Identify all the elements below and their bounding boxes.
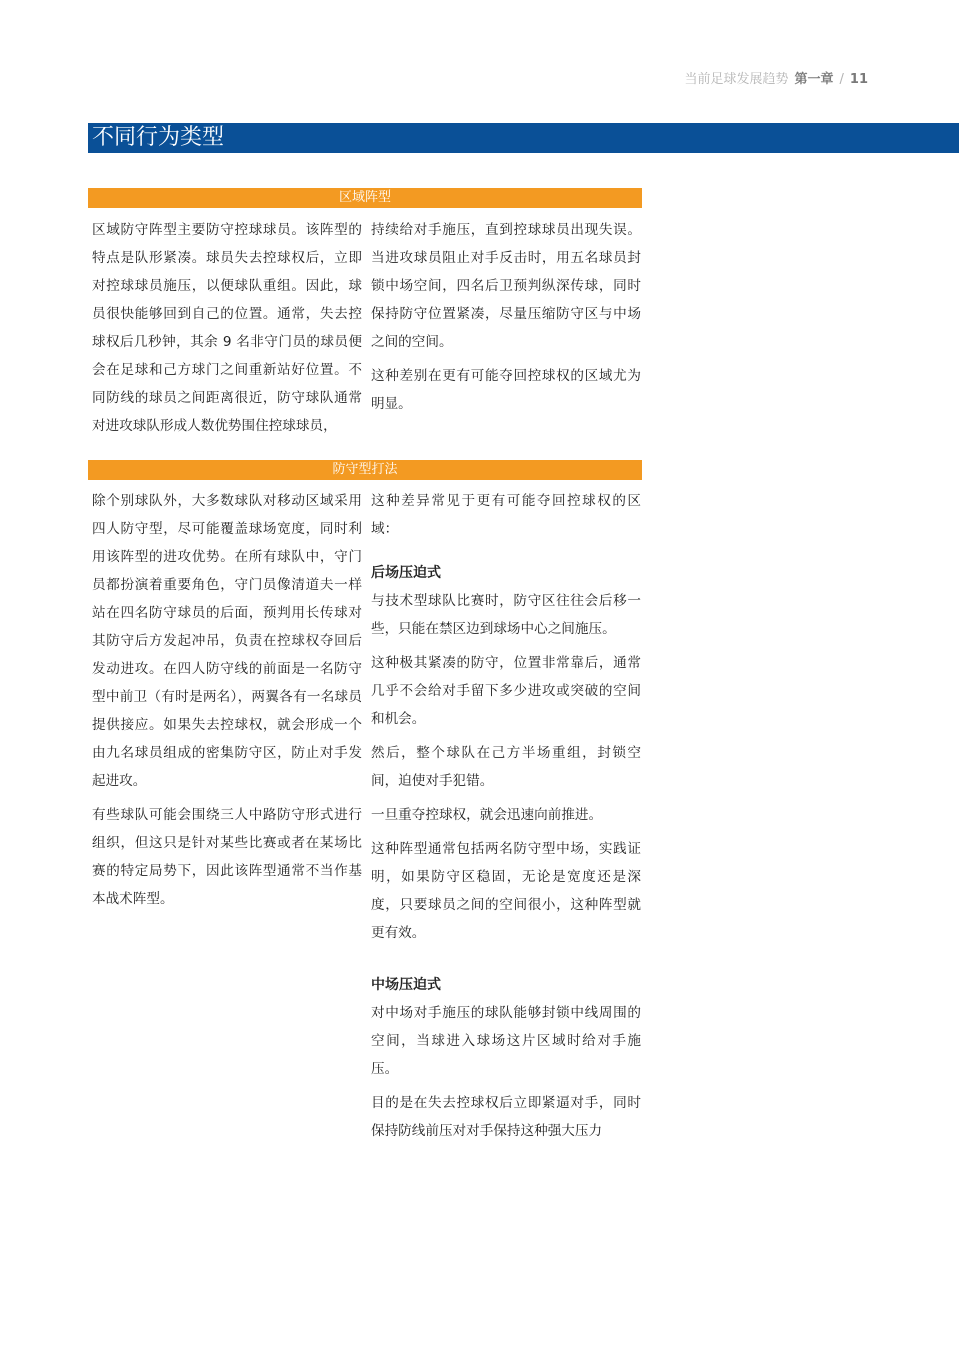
paragraph: 然后，整个球队在己方半场重组，封锁空间，迫使对手犯错。	[371, 745, 641, 789]
paragraph: 持续给对手施压，直到控球球员出现失误。当进攻球员阻止对手反击时，用五名球员封锁中场空间，四名后卫预判纵深传球，同时保持防守位置紧凑，尽量压缩防守区与中场之间的空间。	[371, 222, 641, 350]
subheading-midfield-press: 中场压迫式	[371, 977, 441, 993]
paragraph: 有些球队可能会围绕三人中路防守形式进行组织，但这只是针对某些比赛或者在某场比赛的特定局势下，因此该阵型通常不当作基本战术阵型。	[92, 807, 362, 907]
page-title-bar	[88, 123, 959, 153]
paragraph: 除个别球队外，大多数球队对移动区域采用四人防守型，尽可能覆盖球场宽度，同时利用该阵型的进攻优势。在所有球队中，守门员都扮演着重要角色，守门员像清道夫一样站在四名防守球员的后面，预判用长传球对其防守后方发起冲吊，负责在控球权夺回后发动进攻。在四人防守线的前面是一名防守型中前卫（有时是两名），两翼各有一名球员提供接应。如果失去控球权，就会形成一个由九名球员组成的密集防守区，防止对手发起进攻。	[92, 493, 362, 789]
section-heading-zone: 区域阵型	[88, 188, 642, 208]
section-2-left-column	[92, 487, 362, 919]
paragraph: 这种极其紧凑的防守，位置非常靠后，通常几乎不会给对手留下多少进攻或突破的空间和机会。	[371, 655, 641, 727]
paragraph: 目的是在失去控球权后立即紧逼对手，同时保持防线前压对对手保持这种强大压力	[371, 1095, 641, 1139]
running-head	[600, 68, 868, 87]
section-2-right-column	[371, 487, 641, 1151]
subheading-back-press: 后场压迫式	[371, 565, 441, 581]
section-1-left-column	[92, 216, 362, 446]
page-number: 11	[849, 72, 868, 87]
paragraph: 这种阵型通常包括两名防守型中场，实践证明，如果防守区稳固，无论是宽度还是深度，只要球员之间的空间很小，这种阵型就更有效。	[371, 841, 641, 941]
section-1-right-column	[371, 216, 641, 424]
page-title: 不同行为类型	[92, 125, 225, 150]
paragraph: 区域防守阵型主要防守控球球员。该阵型的特点是队形紧凑。球员失去控球权后，立即对控球球员施压，以便球队重组。因此，球员很快能够回到自己的位置。通常，失去控球权后几秒钟，其余 9 名非守门员的球员便会在足球和己方球门之间重新站好位置。不同防线的球员之间距离很近，防守球队通常对进攻球队形成人数优势围住控球球员，	[92, 222, 362, 434]
section-heading-defensive: 防守型打法	[88, 460, 642, 480]
running-head-chapter: 第一章	[794, 72, 834, 87]
running-head-title: 当前足球发展趋势	[684, 72, 789, 87]
paragraph: 这种差异常见于更有可能夺回控球权的区域：	[371, 493, 641, 537]
paragraph: 这种差别在更有可能夺回控球权的区域尤为明显。	[371, 368, 641, 412]
running-head-separator: /	[839, 72, 844, 87]
paragraph: 一旦重夺控球权，就会迅速向前推进。	[371, 807, 603, 823]
paragraph: 与技术型球队比赛时，防守区往往会后移一些，只能在禁区边到球场中心之间施压。	[371, 593, 641, 637]
paragraph: 对中场对手施压的球队能够封锁中线周围的空间，当球进入球场这片区域时给对手施压。	[371, 1005, 641, 1077]
